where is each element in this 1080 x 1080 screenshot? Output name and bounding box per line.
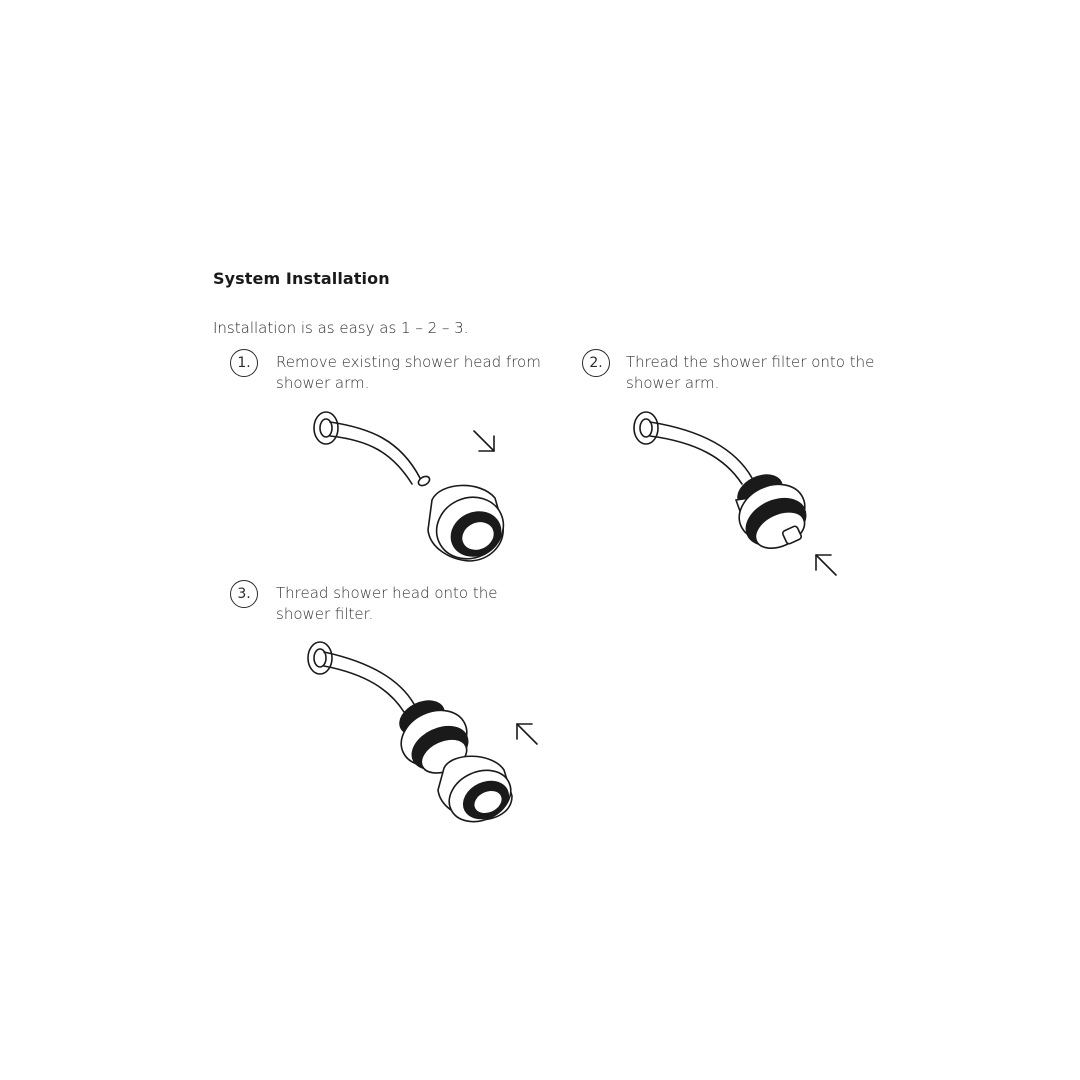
step-2-line-2: shower arm. xyxy=(626,374,720,392)
step-2-number: 2. xyxy=(582,349,610,377)
shower-filter-icon xyxy=(730,467,814,555)
wall-flange-icon xyxy=(634,412,658,444)
step-1-illustration xyxy=(314,412,513,570)
wall-flange-icon xyxy=(314,412,338,444)
step-2-line-1: Thread the shower filter onto the xyxy=(626,353,875,371)
step-1-line-1: Remove existing shower head from xyxy=(276,353,541,371)
intro-text: Installation is as easy as 1 – 2 – 3. xyxy=(213,319,469,337)
shower-head-icon xyxy=(427,485,514,569)
step-1-number: 1. xyxy=(230,349,258,377)
arrow-down-right-icon xyxy=(474,431,494,451)
shower-head-icon xyxy=(438,756,519,831)
step-1-line-2: shower arm. xyxy=(276,374,370,392)
arrow-up-left-icon xyxy=(517,724,537,744)
section-title: System Installation xyxy=(213,269,390,288)
step-3-illustration xyxy=(308,642,537,831)
arrow-up-left-icon xyxy=(816,555,836,575)
step-3-line-2: shower filter. xyxy=(276,605,374,623)
step-3-number: 3. xyxy=(230,580,258,608)
wall-flange-icon xyxy=(308,642,332,674)
step-2-illustration xyxy=(634,412,836,575)
step-3-line-1: Thread shower head onto the xyxy=(276,584,498,602)
